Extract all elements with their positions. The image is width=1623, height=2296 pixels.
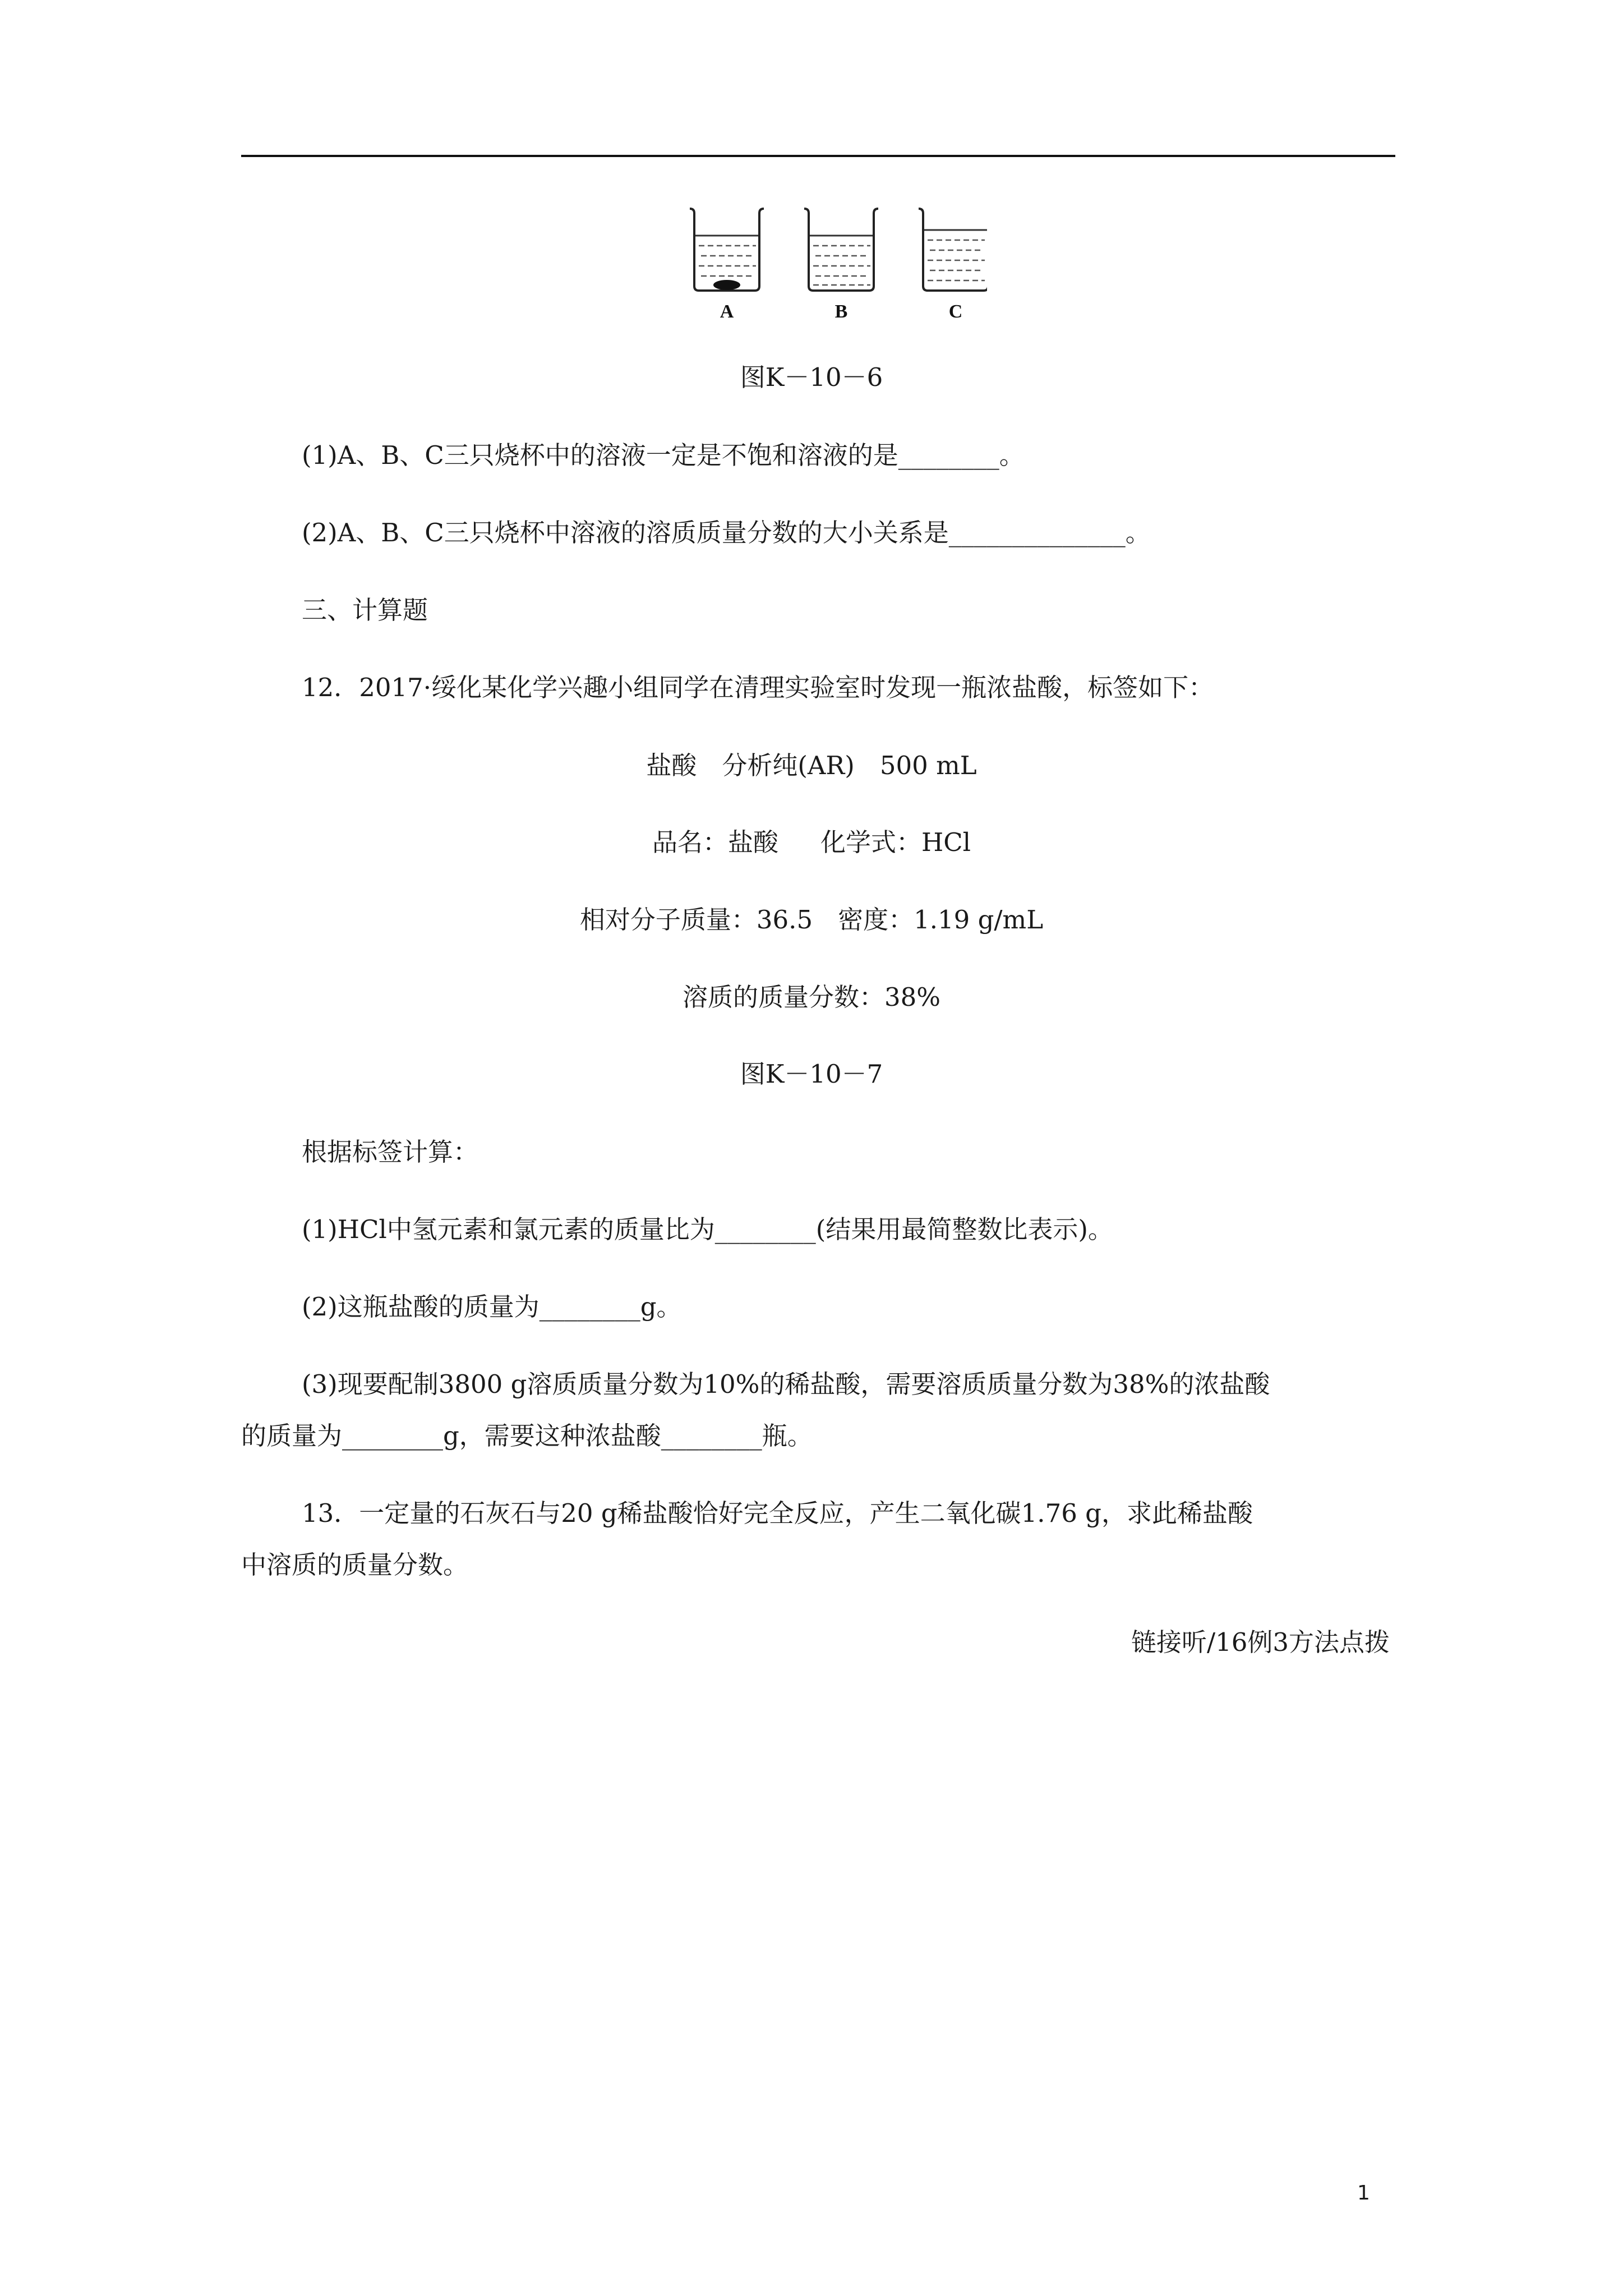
figure-caption-6: 图K－10－6	[740, 362, 883, 392]
question-13-line-1: 13．一定量的石灰石与20 g稀盐酸恰好完全反应，产生二氧化碳1.76 g，求此稀盐酸	[302, 1498, 1253, 1528]
question-12-calc-intro: 根据标签计算：	[302, 1137, 479, 1167]
beaker-label-a: A	[720, 301, 734, 322]
question-13-line-2: 中溶质的质量分数。	[241, 1550, 469, 1580]
label-product-name: 品名：盐酸	[652, 827, 778, 857]
label-line-4: 溶质的质量分数：38%	[682, 982, 941, 1012]
question-12-part-3-line-1: (3)现要配制3800 g溶质质量分数为10%的稀盐酸，需要溶质质量分数为38%的浓盐酸	[302, 1369, 1270, 1399]
question-12-intro: 12．2017·绥化某化学兴趣小组同学在清理实验室时发现一瓶浓盐酸，标签如下：	[302, 673, 1214, 702]
label-line-2	[0, 826, 1623, 859]
label-chemical-formula: 化学式：HCl	[820, 827, 971, 857]
question-11-part-1: (1)A、B、C三只烧杯中的溶液一定是不饱和溶液的是________。	[302, 440, 1025, 470]
undissolved-solid	[713, 280, 740, 290]
header-rule	[241, 155, 1395, 157]
label-line-3: 相对分子质量：36.5 密度：1.19 g/mL	[579, 905, 1044, 935]
label-line-1: 盐酸 分析纯(AR) 500 mL	[646, 751, 977, 780]
beaker-figure	[684, 202, 987, 325]
question-12-part-1: (1)HCl中氢元素和氯元素的质量比为________(结果用最简整数比表示)。	[302, 1214, 1113, 1244]
question-11-part-2: (2)A、B、C三只烧杯中溶液的溶质质量分数的大小关系是______________。	[302, 518, 1151, 547]
figure-caption-7: 图K－10－7	[740, 1059, 883, 1089]
beaker-label-b: B	[834, 301, 848, 322]
resource-link[interactable]: 链接听/16例3方法点拨	[1131, 1627, 1390, 1657]
question-12-part-3-line-2: 的质量为________g，需要这种浓盐酸________瓶。	[241, 1421, 813, 1451]
section-heading: 三、计算题	[302, 595, 428, 625]
question-12-part-2: (2)这瓶盐酸的质量为________g。	[302, 1292, 682, 1322]
page-number: 1	[1357, 2182, 1370, 2205]
beaker-label-c: C	[948, 301, 963, 322]
